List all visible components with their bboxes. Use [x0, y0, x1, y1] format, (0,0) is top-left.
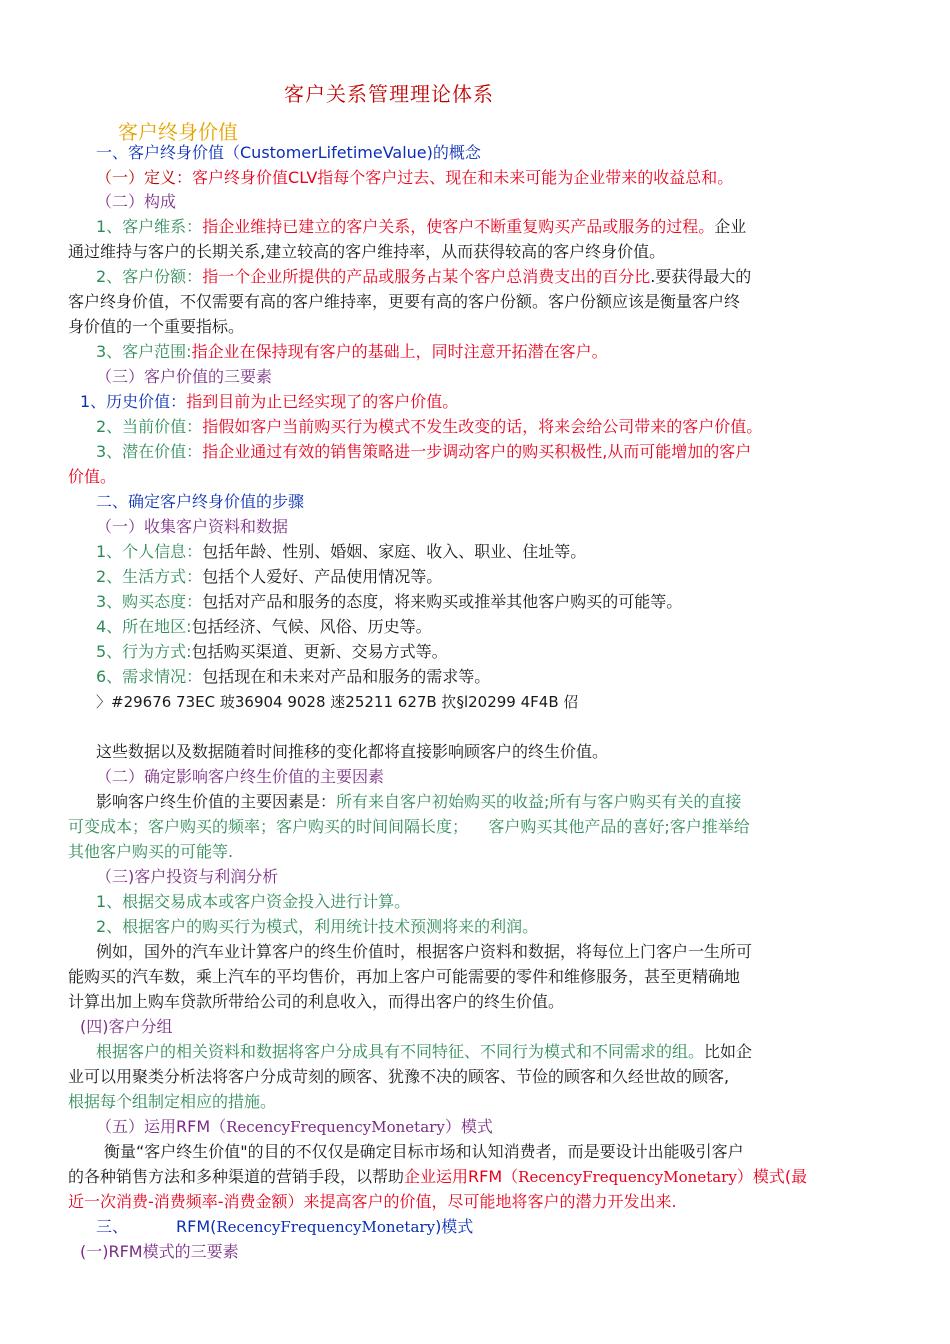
composition-1-label: 1、客户维系： [96, 217, 203, 236]
info-item-1 [68, 541, 586, 563]
example-line-1: 例如，国外的汽车业计算客户的终生价值时，根据客户资料和数据，将每位上门客户一生所可 [96, 942, 753, 961]
info-3-label: 3、购买态度： [96, 592, 203, 611]
heading-composition: （二）构成 [96, 192, 177, 211]
value-3-continued: 价值。 [68, 467, 117, 486]
definition-text: 客户终身价值CLV指每个客户过去、现在和未来可能为企业带来的收益总和。 [192, 168, 734, 187]
heading-steps: 二、确定客户终身价值的步骤 [96, 492, 305, 511]
info-1-text: 包括年龄、性别、婚姻、家庭、收入、职业、住址等。 [202, 542, 587, 561]
info-3-text: 包括对产品和服务的态度，将来购买或推举其他客户购买的可能等。 [202, 592, 683, 611]
rfm-heading-part-3: ）模式 [444, 1117, 493, 1136]
factors-text-1: 所有来自客户初始购买的收益;所有与客户购买有关的直接 [336, 792, 742, 811]
rfm-model-part-1: RFM( [176, 1217, 217, 1236]
composition-1-tail: 企业 [714, 217, 747, 236]
composition-2-tail: .要获得最大的 [650, 267, 752, 286]
info-4-label: 4、所在地区: [96, 617, 192, 636]
heading-three-elements: （三）客户价值的三要素 [96, 367, 273, 386]
composition-3-label: 3、客户范围: [96, 342, 192, 361]
rfm-model-part-3: )模式 [435, 1217, 474, 1236]
heading-collect: （一）收集客户资料和数据 [96, 517, 289, 536]
composition-2-continued: 客户终身价值，不仅需要有高的客户维持率，更要有高的客户份额。客户份额应该是衡量客户终 [68, 292, 741, 311]
info-6-text: 包括现在和未来对产品和服务的需求等。 [202, 667, 491, 686]
rfm-p2-red-2: RecencyFrequencyMonetary [518, 1168, 737, 1186]
info-item-4 [68, 616, 432, 638]
info-5-label: 5、行为方式: [96, 642, 192, 661]
value-item-2 [68, 416, 762, 438]
info-2-label: 2、生活方式： [96, 567, 203, 586]
heading-rfm-model [68, 1216, 473, 1238]
info-item-6 [68, 666, 490, 688]
composition-2-label: 2、客户份额： [96, 267, 203, 286]
value-2-definition: 指假如客户当前购买行为模式不发生改变的话，将来会给公司带来的客户价值。 [202, 417, 763, 436]
value-item-1 [68, 391, 458, 413]
rfm-paragraph-line-1: 衡量“客户终生价值"的目的不仅仅是确定目标市场和认知消费者，而是要设计出能吸引客户 [104, 1142, 744, 1161]
rfm-model-number: 三、 [96, 1217, 129, 1236]
info-4-text: 包括经济、气候、风俗、历史等。 [191, 617, 432, 636]
rfm-paragraph-line-2 [68, 1166, 807, 1188]
grouping-tail-1: 比如企 [704, 1042, 753, 1061]
section-subtitle: 客户终身价值 [118, 120, 238, 144]
value-1-definition: 指到目前为止已经实现了的客户价值。 [186, 392, 459, 411]
factors-line-2: 可变成本；客户购买的频率；客户购买的时间间隔长度； 客户购买其他产品的喜好;客户推举给 [68, 817, 750, 836]
example-line-2: 能购买的汽车数，乘上汽车的平均售价，再加上客户可能需要的零件和维修服务，甚至更精确地 [68, 967, 741, 986]
definition-label: （一）定义： [96, 168, 193, 187]
grouping-line-2: 业可以用聚类分析法将客户分成苛刻的顾客、犹豫不决的顾客、节俭的顾客和久经世故的顾客, [68, 1067, 730, 1086]
rfm-p2-red-1: 企业运用RFM（ [404, 1167, 519, 1186]
composition-1-definition: 指企业维持已建立的客户关系，使客户不断重复购买产品或服务的过程。 [202, 217, 715, 236]
rfm-heading-part-2: RecencyFrequencyMonetary [226, 1118, 445, 1136]
composition-2-definition: 指一个企业所提供的产品或服务占某个客户总消费支出的百分比 [202, 267, 651, 286]
composition-2-continued-2: 身价值的一个重要指标。 [68, 317, 245, 336]
info-item-2 [68, 566, 442, 588]
garbled-code-line: 〉#29676 73EC 玻36904 9028 逨25211 627B 扻§l20299 4F4B 佋 [96, 693, 579, 711]
info-5-text: 包括购买渠道、更新、交易方式等。 [191, 642, 448, 661]
value-3-label: 3、潜在价值： [96, 442, 203, 461]
heading-grouping: (四)客户分组 [80, 1017, 173, 1036]
info-1-label: 1、个人信息： [96, 542, 203, 561]
info-6-label: 6、需求情况： [96, 667, 203, 686]
rfm-model-part-2: RecencyFrequencyMonetary [216, 1218, 436, 1236]
value-3-definition: 指企业通过有效的销售策略进一步调动客户的购买积极性,从而可能增加的客户 [202, 442, 752, 461]
data-influence-line: 这些数据以及数据随着时间推移的变化都将直接影响顾客户的终生价值。 [96, 742, 609, 761]
factors-line-1 [68, 791, 741, 813]
info-item-5 [68, 641, 448, 663]
rfm-heading-part-1: （五）运用RFM（ [96, 1117, 227, 1136]
investment-item-1: 1、根据交易成本或客户资金投入进行计算。 [96, 892, 411, 911]
grouping-line-3: 根据每个组制定相应的措施。 [68, 1092, 277, 1111]
composition-3-definition: 指企业在保持现有客户的基础上，同时注意开拓潜在客户。 [191, 342, 608, 361]
factors-lead: 影响客户终生价值的主要因素是： [96, 792, 337, 811]
composition-item-3 [68, 341, 608, 363]
heading-investment: （三)客户投资与利润分析 [96, 867, 279, 886]
heading-factors: （二）确定影响客户终生价值的主要因素 [96, 767, 385, 786]
rfm-p2-red-3: ）模式(最 [736, 1167, 808, 1186]
heading-rfm-three-elements: (一)RFM模式的三要素 [80, 1242, 239, 1261]
heading-concept: 一、客户终身价值（CustomerLifetimeValue)的概念 [96, 143, 481, 162]
rfm-p2-text: 的各种销售方法和多种渠道的营销手段，以帮助 [68, 1167, 405, 1186]
value-2-label: 2、当前价值： [96, 417, 203, 436]
info-item-3 [68, 591, 682, 613]
page-title: 客户关系管理理论体系 [284, 82, 494, 106]
grouping-line-1 [68, 1041, 752, 1063]
investment-item-2: 2、根据客户的购买行为模式，利用统计技术预测将来的利润。 [96, 917, 539, 936]
grouping-text-1: 根据客户的相关资料和数据将客户分成具有不同特征、不同行为模式和不同需求的组。 [96, 1042, 705, 1061]
composition-1-continued: 通过维持与客户的长期关系,建立较高的客户维持率，从而获得较高的客户终身价值。 [68, 242, 666, 261]
composition-item-2 [68, 266, 751, 288]
definition-line [68, 167, 733, 189]
heading-rfm-use [68, 1116, 493, 1138]
factors-line-3: 其他客户购买的可能等. [68, 842, 234, 861]
info-2-text: 包括个人爱好、产品使用情况等。 [202, 567, 443, 586]
example-line-3: 计算出加上购车贷款所带给公司的利息收入，而得出客户的终生价值。 [68, 992, 565, 1011]
value-1-label: 1、历史价值： [80, 392, 187, 411]
value-item-3 [68, 441, 751, 463]
composition-item-1 [68, 216, 746, 238]
rfm-paragraph-line-3: 近一次消费-消费频率-消费金额）来提高客户的价值，尽可能地将客户的潜力开发出来. [68, 1192, 677, 1211]
